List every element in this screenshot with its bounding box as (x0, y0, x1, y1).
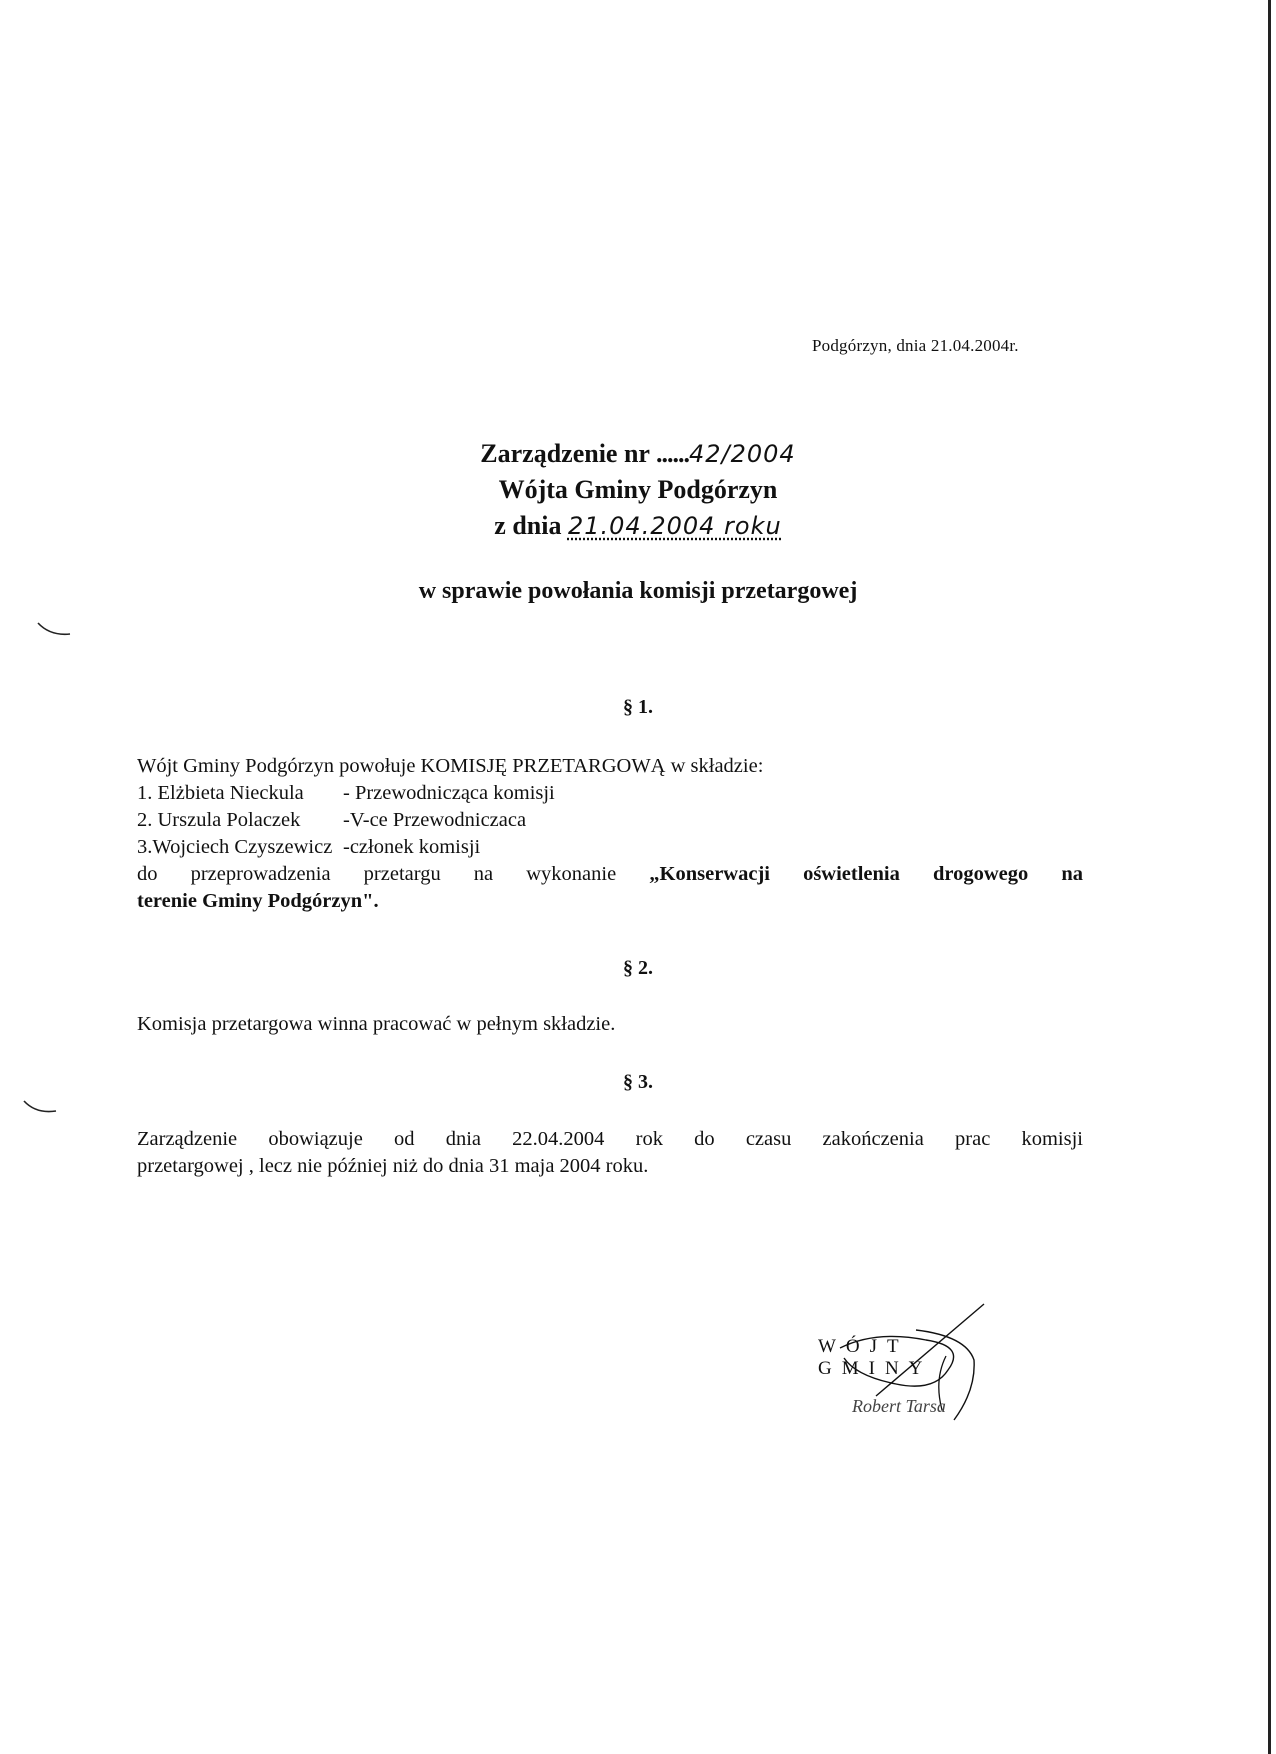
document-title (0, 436, 1276, 544)
title-line-3 (0, 508, 1276, 544)
section-2-text: Komisja przetargowa winna pracować w pełnym składzie. (137, 1013, 616, 1035)
section-3-line-2: przetargowej , lecz nie później niż do dnia 31 maja 2004 roku. (137, 1155, 649, 1177)
title-line-1 (0, 436, 1276, 472)
section-3-body (137, 1126, 1083, 1180)
section-1-body (137, 753, 1083, 915)
list-item (137, 780, 1083, 807)
title-line-2: Wójta Gminy Podgórzyn (498, 475, 778, 504)
place-date: Podgórzyn, dnia 21.04.2004r. (812, 336, 1019, 355)
member-name: 3.Wojciech Czyszewicz (137, 836, 333, 858)
title-prefix: Zarządzenie nr (480, 439, 650, 468)
title-dots: ...... (656, 439, 689, 468)
section-2-heading: § 2. (623, 957, 653, 979)
member-role: -V-ce Przewodniczaca (343, 809, 527, 831)
handwritten-date: 21.04.2004 roku (567, 512, 782, 540)
section-1-intro: Wójt Gminy Podgórzyn powołuje KOMISJĘ PRZETARGOWĄ w składzie: (137, 755, 764, 777)
scan-artifact-top (36, 620, 76, 640)
member-name: 2. Urszula Polaczek (137, 809, 301, 831)
purpose-bold-1: „Konserwacji oświetlenia drogowego na (649, 863, 1083, 885)
member-role: - Przewodnicząca komisji (343, 782, 555, 804)
member-name: 1. Elżbieta Nieckula (137, 782, 304, 804)
handwritten-number: 42/2004 (689, 440, 796, 468)
scan-artifact-bottom (22, 1098, 62, 1118)
list-item (137, 807, 1083, 834)
purpose-line (137, 861, 1083, 888)
signature-name: Robert Tarsa (852, 1396, 946, 1416)
section-3-heading: § 3. (623, 1071, 653, 1093)
signature-stamp (816, 1300, 1036, 1430)
purpose-prefix: do przeprowadzenia przetargu na wykonanie (137, 863, 617, 885)
document-subject: w sprawie powołania komisji przetargowej (418, 578, 858, 604)
signature-title: WÓJT GMINY (818, 1336, 933, 1379)
member-role: -członek komisji (343, 836, 481, 858)
date-prefix: z dnia (494, 511, 562, 540)
scan-edge (1268, 0, 1271, 1754)
purpose-bold-2: terenie Gminy Podgórzyn". (137, 890, 379, 912)
section-1-heading: § 1. (623, 696, 653, 718)
section-3-line-1: Zarządzenie obowiązuje od dnia 22.04.2004 rok do czasu zakończenia prac komisji (137, 1128, 1083, 1150)
list-item (137, 834, 1083, 861)
